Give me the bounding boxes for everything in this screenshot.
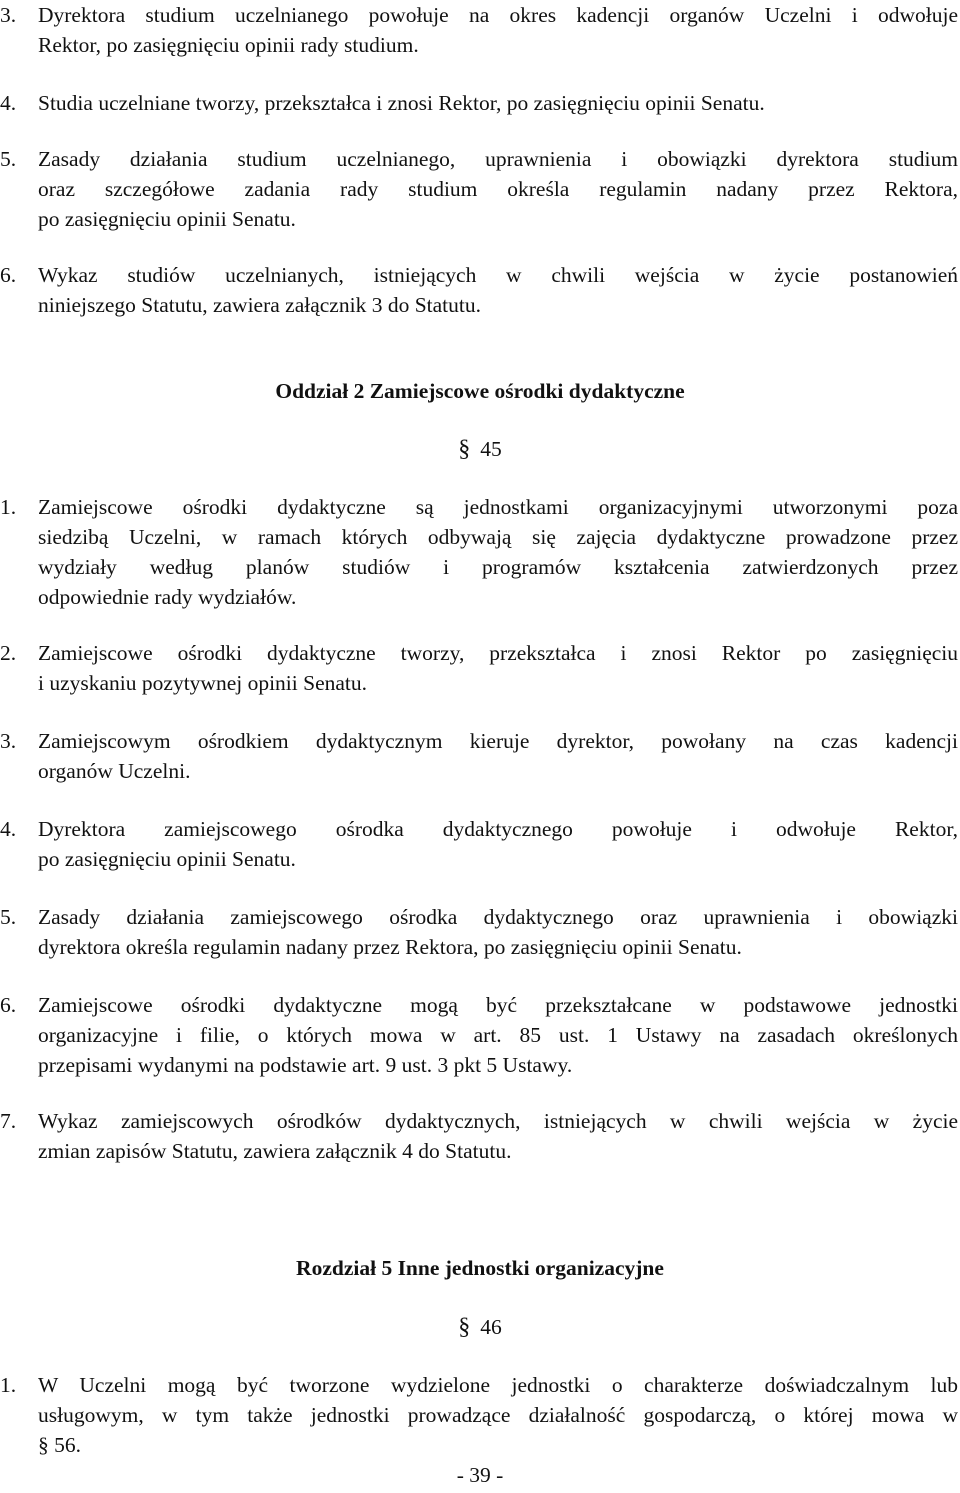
item-line: Zasady działania zamiejscowego ośrodka dydaktycznego oraz uprawnienia i obowiązki — [38, 905, 958, 929]
chapter-heading: Rozdział 5 Inne jednostki organizacyjne — [296, 1256, 664, 1280]
item-line: Rektor, po zasięgnięciu opinii rady studium. — [38, 33, 419, 57]
item-number: 1. — [0, 495, 17, 519]
list-item — [0, 726, 958, 786]
list-item — [0, 260, 958, 320]
item-line: po zasięgnięciu opinii Senatu. — [38, 207, 296, 231]
item-number: 6. — [0, 993, 17, 1017]
item-line: organizacyjne i filie, o których mowa w art. 85 ust. 1 Ustawy na zasadach określonych — [38, 1023, 958, 1047]
list-item — [0, 144, 958, 234]
item-number: 1. — [0, 1373, 17, 1397]
paragraph-number — [0, 434, 960, 464]
item-line: Zamiejscowym ośrodkiem dydaktycznym kieruje dyrektor, powołany na czas kadencji — [38, 729, 958, 753]
item-line: niniejszego Statutu, zawiera załącznik 3 do Statutu. — [38, 293, 481, 317]
item-line: organów Uczelni. — [38, 759, 191, 783]
item-line: przepisami wydanymi na podstawie art. 9 ust. 3 pkt 5 Ustawy. — [38, 1053, 573, 1077]
item-line: Studia uczelniane tworzy, przekształca i znosi Rektor, po zasięgnięciu opinii Senatu. — [38, 91, 765, 115]
list-item — [0, 638, 958, 698]
item-line: Dyrektora zamiejscowego ośrodka dydaktycznego powołuje i odwołuje Rektor, — [38, 817, 958, 841]
item-line: Zamiejscowe ośrodki dydaktyczne tworzy, przekształca i znosi Rektor po zasięgnięciu — [38, 641, 958, 665]
item-line: usługowym, w tym także jednostki prowadzące działalność gospodarczą, o której mowa w — [38, 1403, 958, 1427]
item-line: i uzyskaniu pozytywnej opinii Senatu. — [38, 671, 368, 695]
item-line: Dyrektora studium uczelnianego powołuje na okres kadencji organów Uczelni i odwołuje — [38, 3, 958, 27]
item-number: 7. — [0, 1109, 17, 1133]
item-number: 3. — [0, 3, 17, 27]
item-line: W Uczelni mogą być tworzone wydzielone jednostki o charakterze doświadczalnym lub — [38, 1373, 958, 1397]
item-line: § 56. — [38, 1433, 81, 1457]
item-line: dyrektora określa regulamin nadany przez Rektora, po zasięgnięciu opinii Senatu. — [38, 935, 742, 959]
list-item — [0, 0, 958, 60]
section-heading: Oddział 2 Zamiejscowe ośrodki dydaktyczne — [275, 379, 685, 403]
item-number: 5. — [0, 905, 17, 929]
item-line: Wykaz zamiejscowych ośrodków dydaktycznych, istniejących w chwili wejścia w życie — [38, 1109, 958, 1133]
list-item — [0, 990, 958, 1080]
item-line: Zasady działania studium uczelnianego, uprawnienia i obowiązki dyrektora studium — [38, 147, 958, 171]
list-item — [0, 492, 958, 612]
item-number: 5. — [0, 147, 17, 171]
section-sign: § — [458, 1314, 471, 1340]
item-line: po zasięgnięciu opinii Senatu. — [38, 847, 296, 871]
list-item — [0, 1370, 958, 1460]
item-line: Zamiejscowe ośrodki dydaktyczne mogą być przekształcane w podstawowe jednostki — [38, 993, 958, 1017]
item-line: wydziały według planów studiów i programów kształcenia zatwierdzonych przez — [38, 555, 958, 579]
list-item — [0, 1106, 958, 1166]
list-item — [0, 902, 958, 962]
list-item — [0, 88, 958, 118]
item-line: odpowiednie rady wydziałów. — [38, 585, 297, 609]
paragraph-number — [0, 1312, 960, 1342]
item-number: 4. — [0, 91, 17, 115]
item-number: 4. — [0, 817, 17, 841]
item-line: siedzibą Uczelni, w ramach których odbywają się zajęcia dydaktyczne prowadzone przez — [38, 525, 958, 549]
item-line: Wykaz studiów uczelnianych, istniejących w chwili wejścia w życie postanowień — [38, 263, 958, 287]
item-number: 6. — [0, 263, 17, 287]
list-item — [0, 814, 958, 874]
item-number: 2. — [0, 641, 17, 665]
item-number: 3. — [0, 729, 17, 753]
section-sign: § — [458, 436, 471, 462]
paragraph-number-value: 45 — [480, 437, 502, 461]
item-line: oraz szczegółowe zadania rady studium określa regulamin nadany przez Rektora, — [38, 177, 958, 201]
item-line: zmian zapisów Statutu, zawiera załącznik 4 do Statutu. — [38, 1139, 512, 1163]
item-line: Zamiejscowe ośrodki dydaktyczne są jednostkami organizacyjnymi utworzonymi poza — [38, 495, 958, 519]
paragraph-number-value: 46 — [480, 1315, 502, 1339]
page-number: - 39 - — [456, 1463, 504, 1487]
